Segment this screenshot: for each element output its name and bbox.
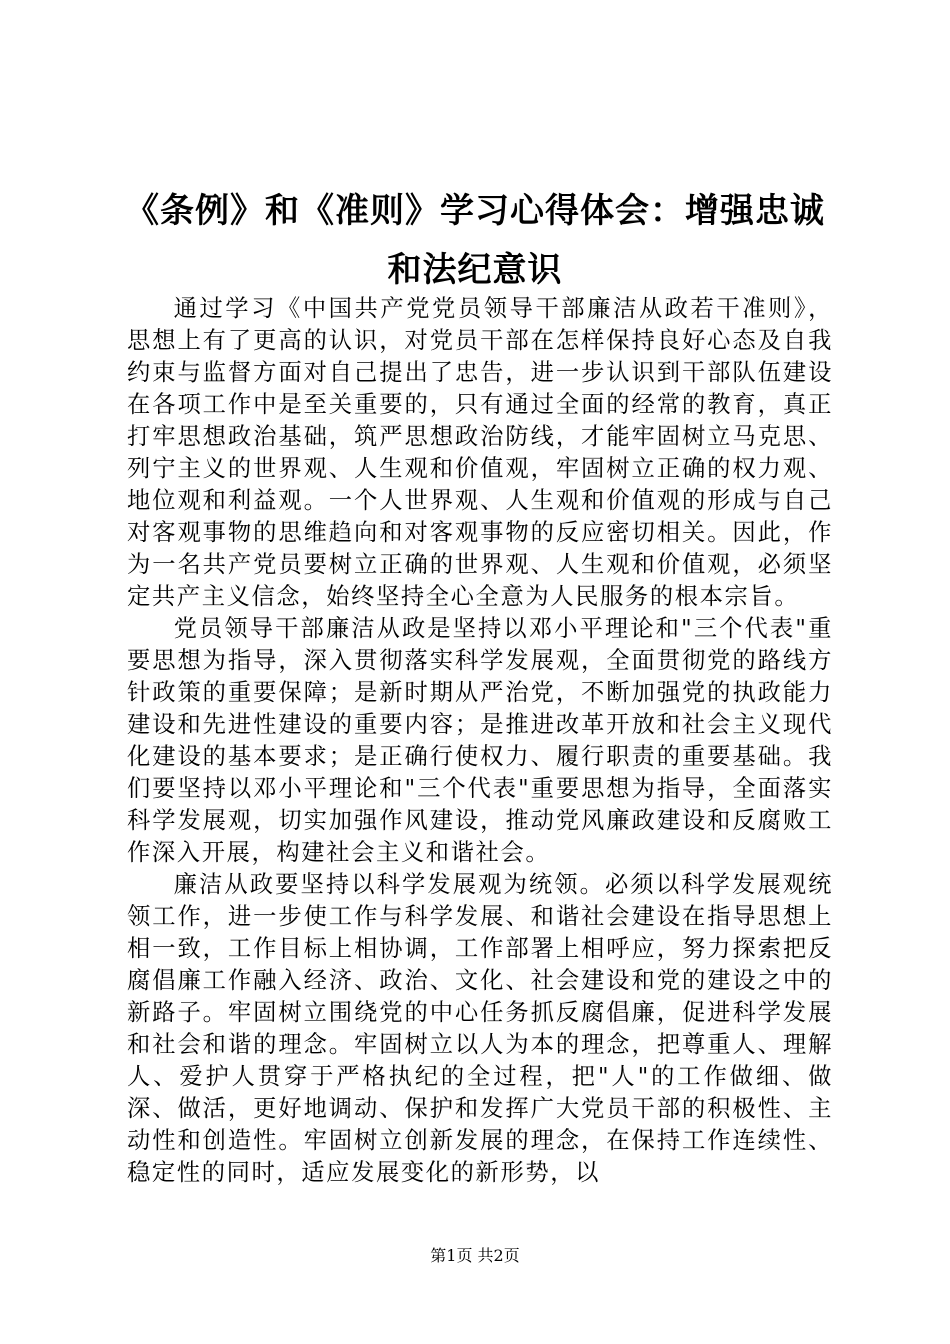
body-paragraph-3: 廉洁从政要坚持以科学发展观为统领。必须以科学发展观统领工作，进一步使工作与科学发展、和谐社会建设在指导思想上相一致，工作目标上相协调，工作部署上相呼应，努力探索把反腐倡廉工作融入经济、政治、文化、社会建设和党的建设之中的新路子。牢固树立围绕党的中心任务抓反腐倡廉，促进科学发展和社会和谐的理念。牢固树立以人为本的理念，把尊重人、理解人、爱护人贯穿于严格执纪的全过程，把"人"的工作做细、做深、做活，更好地调动、保护和发挥广大党员干部的积极性、主动性和创造性。牢固树立创新发展的理念，在保持工作连续性、稳定性的同时，适应发展变化的新形势，以 <box>127 871 833 1186</box>
document-title: 《条例》和《准则》学习心得体会：增强忠诚和法纪意识 <box>125 191 825 290</box>
body-paragraph-1: 通过学习《中国共产党党员领导干部廉洁从政若干准则》，思想上有了更高的认识，对党员干部在怎样保持良好心态及自我约束与监督方面对自己提出了忠告，进一步认识到干部队伍建设在各项工作中是至关重要的，只有通过全面的经常的教育，真正打牢思想政治基础，筑严思想政治防线，才能牢固树立马克思、列宁主义的世界观、人生观和价值观，牢固树立正确的权力观、地位观和利益观。一个人世界观、人生观和价值观的形成与自己对客观事物的思维趋向和对客观事物的反应密切相关。因此，作为一名共产党员要树立正确的世界观、人生观和价值观，必须坚定共产主义信念，始终坚持全心全意为人民服务的根本宗旨。 <box>127 295 833 610</box>
body-paragraph-2: 党员领导干部廉洁从政是坚持以邓小平理论和"三个代表"重要思想为指导，深入贯彻落实科学发展观，全面贯彻党的路线方针政策的重要保障；是新时期从严治党，不断加强党的执政能力建设和先进性建设的重要内容；是推进改革开放和社会主义现代化建设的基本要求；是正确行使权力、履行职责的重要基础。我们要坚持以邓小平理论和"三个代表"重要思想为指导，全面落实科学发展观，切实加强作风建设，推动党风廉政建设和反腐败工作深入开展，构建社会主义和谐社会。 <box>127 615 833 866</box>
page-number-indicator: 第1页 共2页 <box>430 1246 520 1265</box>
document-body <box>127 293 833 1189</box>
page-footer <box>0 1245 950 1267</box>
